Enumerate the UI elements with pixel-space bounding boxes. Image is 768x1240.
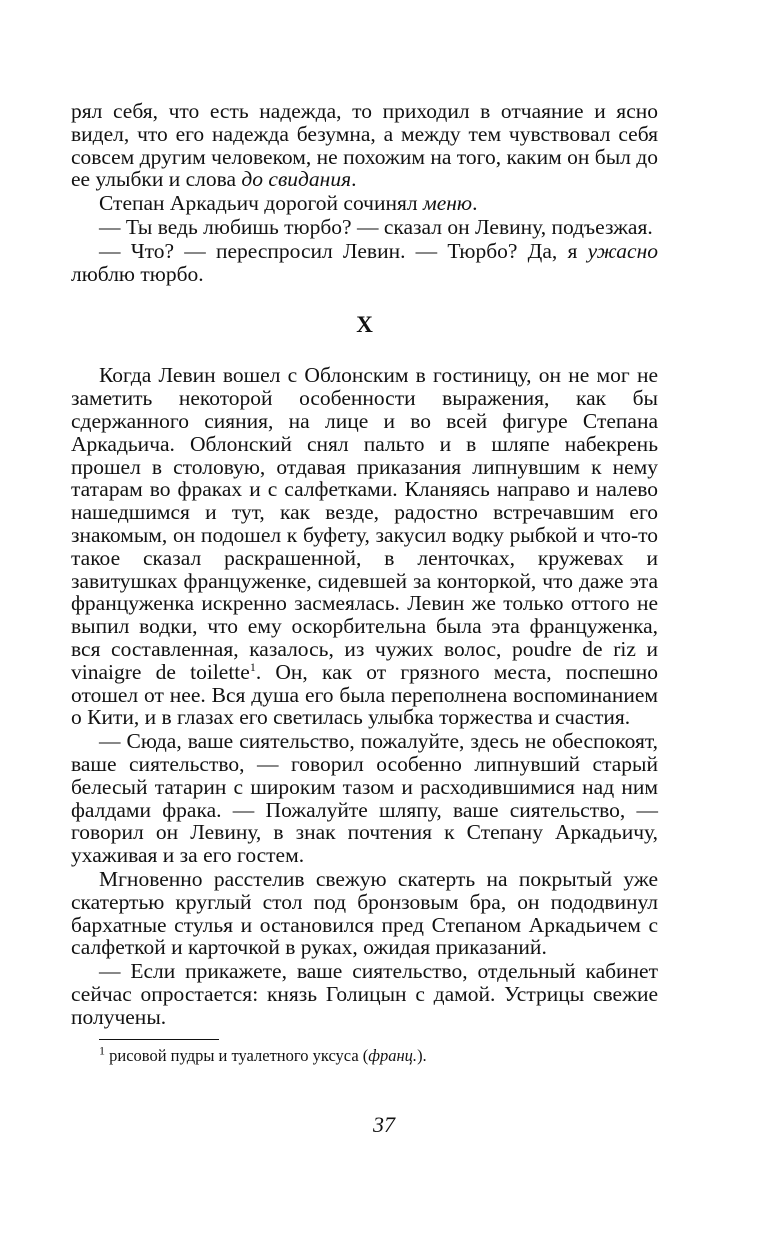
- paragraph: — Сюда, ваше сиятельство, пожалуйте, здесь не обеспокоят, ваше сиятельство, — говорил особенно липнувший старый белесый татарин с широким тазом и расходившимися над ним фалдами фрака. — Пожалуйте шляпу, ваше сиятельство, — говорил он Левину, в знак почтения к Степану Аркадьичу, ухаживая и за его гостем.: [71, 729, 658, 868]
- paragraph: — Ты ведь любишь тюрбо? — сказал он Левину, подъезжая.: [99, 214, 653, 239]
- footnote-mark: 1: [249, 659, 256, 674]
- italic-phrase: франц.: [368, 1046, 418, 1066]
- paragraph: Когда Левин вошел с Облонским в гостиницу, он не мог не заметить некоторой особенности выражения, как бы сдержанного сияния, на лице и во всей фигуре Степана Аркадьича. Облонский снял пальто и в шляпе набекрень прошел в столовую, отдавая приказания липнувшим к нему татарам во фраках и с салфетками. Кланяясь направо и налево нашедшимся и тут, как везде, радостно встречавшим его знакомым, он подошел к буфету, закусил водку рыбкой и что-то такое сказал раскрашенной, в ленточках, кружевах и завитушках француженке, сидевшей за конторкой, что даже эта француженка искренно засмеялась. Левин же только оттого не выпил водки, что ему оскорбительна была эта француженка, вся составленная, казалось, из чужих волос, poudre de riz и vinaigre de toilette$^1$. Он, как от грязного места, поспешно отошел от нее. Вся душа его была переполнена воспоминанием о Кити, и в глазах его светилась улыбка торжества и счастия.: [71, 363, 658, 730]
- paragraph: Мгновенно расстелив свежую скатерть на покрытый уже скатертью круглый стол под бронзовым бра, он пододвинул бархатные стулья и остановился пред Степаном Аркадьичем с салфеткой и карточкой в руках, ожидая приказаний.: [71, 866, 658, 960]
- paragraph: — Что? — переспросил Левин. — Тюрбо? Да, я ужасно люблю тюрбо.: [71, 238, 658, 286]
- italic-phrase: до свидания: [241, 167, 352, 192]
- italic-phrase: меню: [422, 191, 473, 216]
- book-page: [71, 100, 658, 1066]
- footnote-divider: [99, 1039, 219, 1040]
- footnote: $^1$ рисовой пудры и туалетного уксуса (франц.).: [99, 1043, 427, 1066]
- paragraph: Степан Аркадьич дорогой сочинял меню.: [99, 191, 478, 216]
- italic-phrase: ужасно: [587, 238, 658, 263]
- chapter-title: X: [356, 312, 373, 338]
- page-number: 37: [373, 1112, 395, 1137]
- paragraph: — Если прикажете, ваше сиятельство, отдельный кабинет сейчас опростается: князь Голицын с дамой. Устрицы свежие получены.: [71, 959, 658, 1029]
- footnote-mark: 1: [99, 1043, 105, 1058]
- paragraph: рял себя, что есть надежда, то приходил в отчаяние и ясно видел, что его надежда безумна, а между тем чувствовал себя совсем другим человеком, не похожим на того, каким он был до ее улыбки и слова до свидания.: [71, 99, 658, 192]
